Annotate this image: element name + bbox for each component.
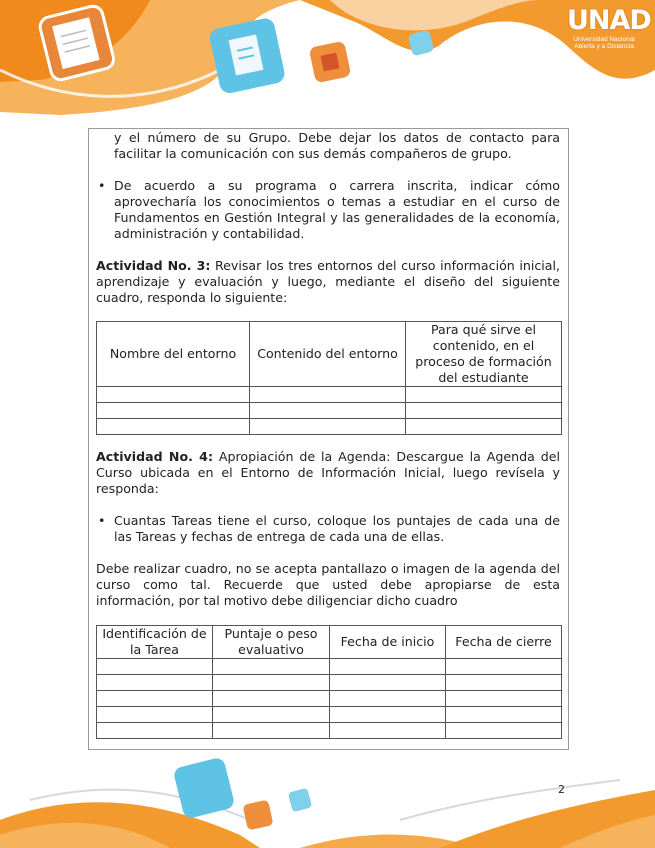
clipboard-tile: [208, 17, 286, 95]
table-header-row: [97, 626, 562, 659]
activity-4-text: Apropiación de la Agenda: Descargue la Agenda del Curso ubicada en el Entorno de Información Inicial, luego revísela y responda:: [96, 449, 560, 496]
bullet-dot: •: [98, 513, 106, 528]
book-tile: [309, 41, 352, 84]
notepad-tile: [38, 4, 116, 82]
table-row: [97, 403, 562, 419]
table-row: [97, 419, 562, 435]
table-row: [97, 659, 562, 675]
table-header-cell: Identificación de la Tarea: [97, 626, 213, 659]
page-content: [96, 130, 560, 739]
bullet-item-1: [96, 178, 560, 242]
logo-line-2: Abierta y a Distancia: [574, 43, 634, 50]
logo-mark: UNAD: [567, 5, 651, 36]
activity-4-paragraph: [96, 449, 560, 497]
continued-paragraph: y el número de su Grupo. Debe dejar los datos de contacto para facilitar la comunicación con sus demás compañeros de grupo.: [114, 130, 560, 161]
environments-table: [96, 321, 562, 435]
bullet-item-2-text: Cuantas Tareas tiene el curso, coloque los puntajes de cada una de las Tareas y fechas de entrega de cada una de ellas.: [114, 513, 560, 544]
bullet-dot: •: [98, 178, 106, 193]
table-row: [97, 675, 562, 691]
table-header-cell: Nombre del entorno: [97, 322, 250, 387]
unad-logo: [567, 5, 651, 50]
activity-4-label: Actividad No. 4:: [96, 449, 213, 464]
table-row: [97, 723, 562, 739]
bullet-item-2: [96, 513, 560, 545]
table-row: [97, 387, 562, 403]
table-header-cell: Para qué sirve el contenido, en el proceso de formación del estudiante: [406, 322, 562, 387]
bullet-item-1-text: De acuerdo a su programa o carrera inscrita, indicar cómo aprovecharía los conocimientos o temas a estudiar en el curso de Fundamentos en Gestión Integral y las generalidades de la economía, administración y contabilidad.: [114, 178, 560, 241]
table-header-cell: Contenido del entorno: [250, 322, 406, 387]
page-number: 2: [558, 783, 565, 796]
table-header-row: [97, 322, 562, 387]
table-header-cell: Puntaje o peso evaluativo: [213, 626, 330, 659]
table-row: [97, 691, 562, 707]
instruction-paragraph: Debe realizar cuadro, no se acepta pantallazo o imagen de la agenda del curso como tal. Recuerde que usted debe apropiarse de esta información, por tal motivo debe diligenciar dicho cuadro: [96, 561, 560, 608]
activity-3-text: Revisar los tres entornos del curso información inicial, aprendizaje y evaluación y luego, mediante el diseño del siguiente cuadro, responda lo siguiente:: [96, 258, 560, 305]
tasks-table: [96, 625, 562, 739]
table-row: [97, 707, 562, 723]
activity-3-paragraph: [96, 258, 560, 306]
logo-line-1: Universidad Nacional: [573, 36, 635, 43]
table-header-cell: Fecha de inicio: [330, 626, 446, 659]
activity-3-label: Actividad No. 3:: [96, 258, 211, 273]
bottom-blue-small-tile: [288, 788, 312, 812]
table-header-cell: Fecha de cierre: [446, 626, 562, 659]
bottom-orange-tile: [243, 800, 274, 831]
